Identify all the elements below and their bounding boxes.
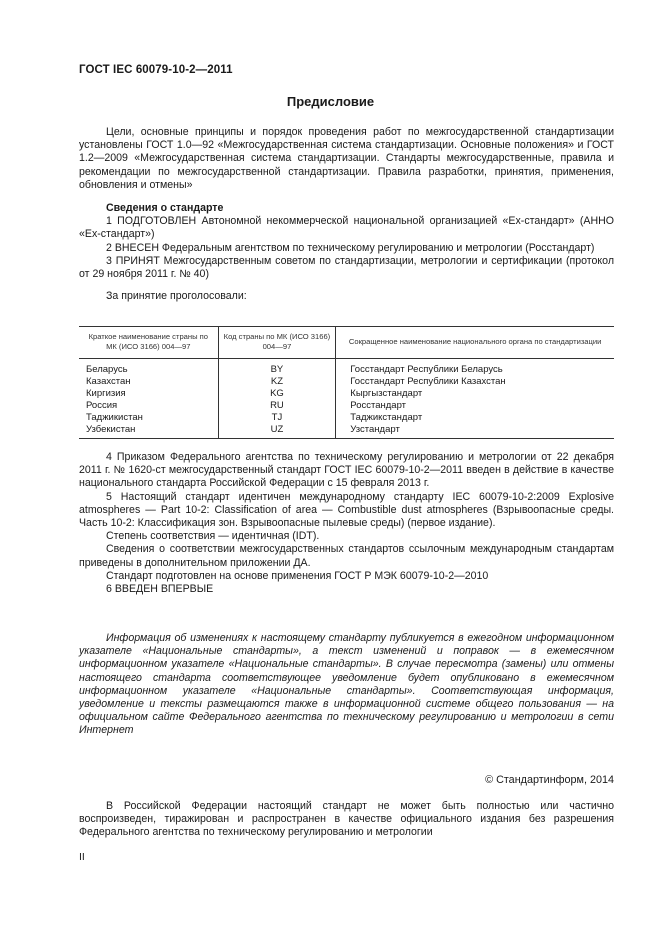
info-item-1: 1 ПОДГОТОВЛЕН Автономной некоммерческой национальной организацией «Ех-стандарт» (АННО «Ех-стандарт») [79,215,614,241]
table-row [79,376,614,388]
info-item-2: 2 ВНЕСЕН Федеральным агентством по техническому регулированию и метрологии (Росстандарт) [106,241,595,254]
table-header-row [79,327,614,359]
body-cell: Кыргызстандарт [336,388,614,400]
country-cell: Беларусь [86,364,128,375]
voting-countries-table [79,326,614,439]
restriction-text: В Российской Федерации настоящий стандарт не может быть полностью или частично воспроизведен, тиражирован и распространен в качестве официального издания без разрешения Федерального агентства по техническому регулированию и метрологии [79,800,614,839]
table-row [79,359,614,377]
country-cell: Узбекистан [79,424,218,439]
code-cell: UZ [218,424,336,439]
table-row [79,388,614,400]
country-cell: Таджикистан [86,412,143,423]
changes-notice-text: Информация об изменениях к настоящему стандарту публикуется в ежегодном информационном указателе «Национальные стандарты», а текст изменений и поправок — в ежемесячном информационном указателе «Национальные стандарты». В случае пересмотра (замены) или отмены настоящего стандарта соответствующее уведомление будет опубликовано в ежемесячном информационном указателе «Национальные стандарты». Соответствующая информация, уведомление и тексты размещаются также в информационной системе общего пользования — на официальном сайте Федерального агентства по техническому регулированию и метрологии в сети Интернет [79,632,614,737]
basis-note: Стандарт подготовлен на основе применения ГОСТ Р МЭК 60079-10-2—2010 [106,569,489,582]
adoption-item-4: 4 Приказом Федерального агентства по техническому регулированию и метрологии от 22 декабря 2011 г. № 1620-ст межгосударственный стандарт ГОСТ IEC 60079-10-2—2011 введен в действие в качестве национального стандарта Российской Федерации с 15 февраля 2013 г. [79,451,614,490]
voted-label: За принятие проголосовали: [106,290,247,303]
restriction-section [79,800,614,840]
code-cell: KG [218,388,336,400]
column-header-country: Краткое наименование страны по МК (ИСО 3166) 004—97 [79,327,218,359]
body-cell: Узстандарт [336,424,614,439]
changes-notice [79,632,614,738]
adoption-section [79,451,614,596]
country-cell: Киргизия [86,388,126,399]
page-number: II [79,851,85,863]
column-header-body: Сокращенное наименование национального органа по стандартизации [336,327,614,359]
page-title: Предисловие [286,94,375,109]
table-row [79,412,614,424]
conformity-note: Сведения о соответствии межгосударственных стандартов ссылочным международным стандартам приведены в дополнительном приложении ДА. [79,543,614,569]
table-row [79,424,614,439]
body-cell: Госстандарт Республики Беларусь [336,359,614,377]
column-header-code: Код страны по МК (ИСО 3166) 004—97 [218,327,336,359]
info-heading: Сведения о стандарте [106,202,224,214]
intro-section [79,126,614,192]
adoption-item-5: 5 Настоящий стандарт идентичен международному стандарту IEC 60079-10-2:2009 Explosive atmospheres — Part 10-2: Classification of area — Combustible dust atmospheres (Взрывоопасные среды. Часть 10-2: Классификация зон. Взрывоопасные пылевые среды) (первое издание). [79,490,614,530]
document-header: ГОСТ IEC 60079-10-2—2011 [79,64,233,76]
code-cell: KZ [218,376,336,388]
code-cell: TJ [218,412,336,424]
adoption-item-6: 6 ВВЕДЕН ВПЕРВЫЕ [106,583,214,596]
info-item-3: 3 ПРИНЯТ Межгосударственным советом по стандартизации, метрологии и сертификации (протокол от 29 ноября 2011 г. № 40) [79,254,614,281]
standard-info-section [79,202,614,303]
intro-paragraph: Цели, основные принципы и порядок проведения работ по межгосударственной стандартизации установлены ГОСТ 1.0—92 «Межгосударственная система стандартизации. Основные положения» и ГОСТ 1.2—2009 «Межгосударственная система стандартизации. Стандарты межгосударственные, правила и рекомендации по межгосударственной стандартизации. Правила разработки, принятия, применения, обновления и отмены» [79,126,614,191]
body-cell: Росстандарт [336,400,614,412]
copyright-notice: © Стандартинформ, 2014 [485,774,614,786]
code-cell: RU [218,400,336,412]
code-cell: BY [218,359,336,377]
body-cell: Таджикстандарт [336,412,614,424]
table-row [79,400,614,412]
country-cell: Россия [86,400,118,411]
country-cell: Казахстан [86,376,131,387]
body-cell: Госстандарт Республики Казахстан [336,376,614,388]
conformity-degree: Степень соответствия — идентичная (IDT). [106,530,320,543]
